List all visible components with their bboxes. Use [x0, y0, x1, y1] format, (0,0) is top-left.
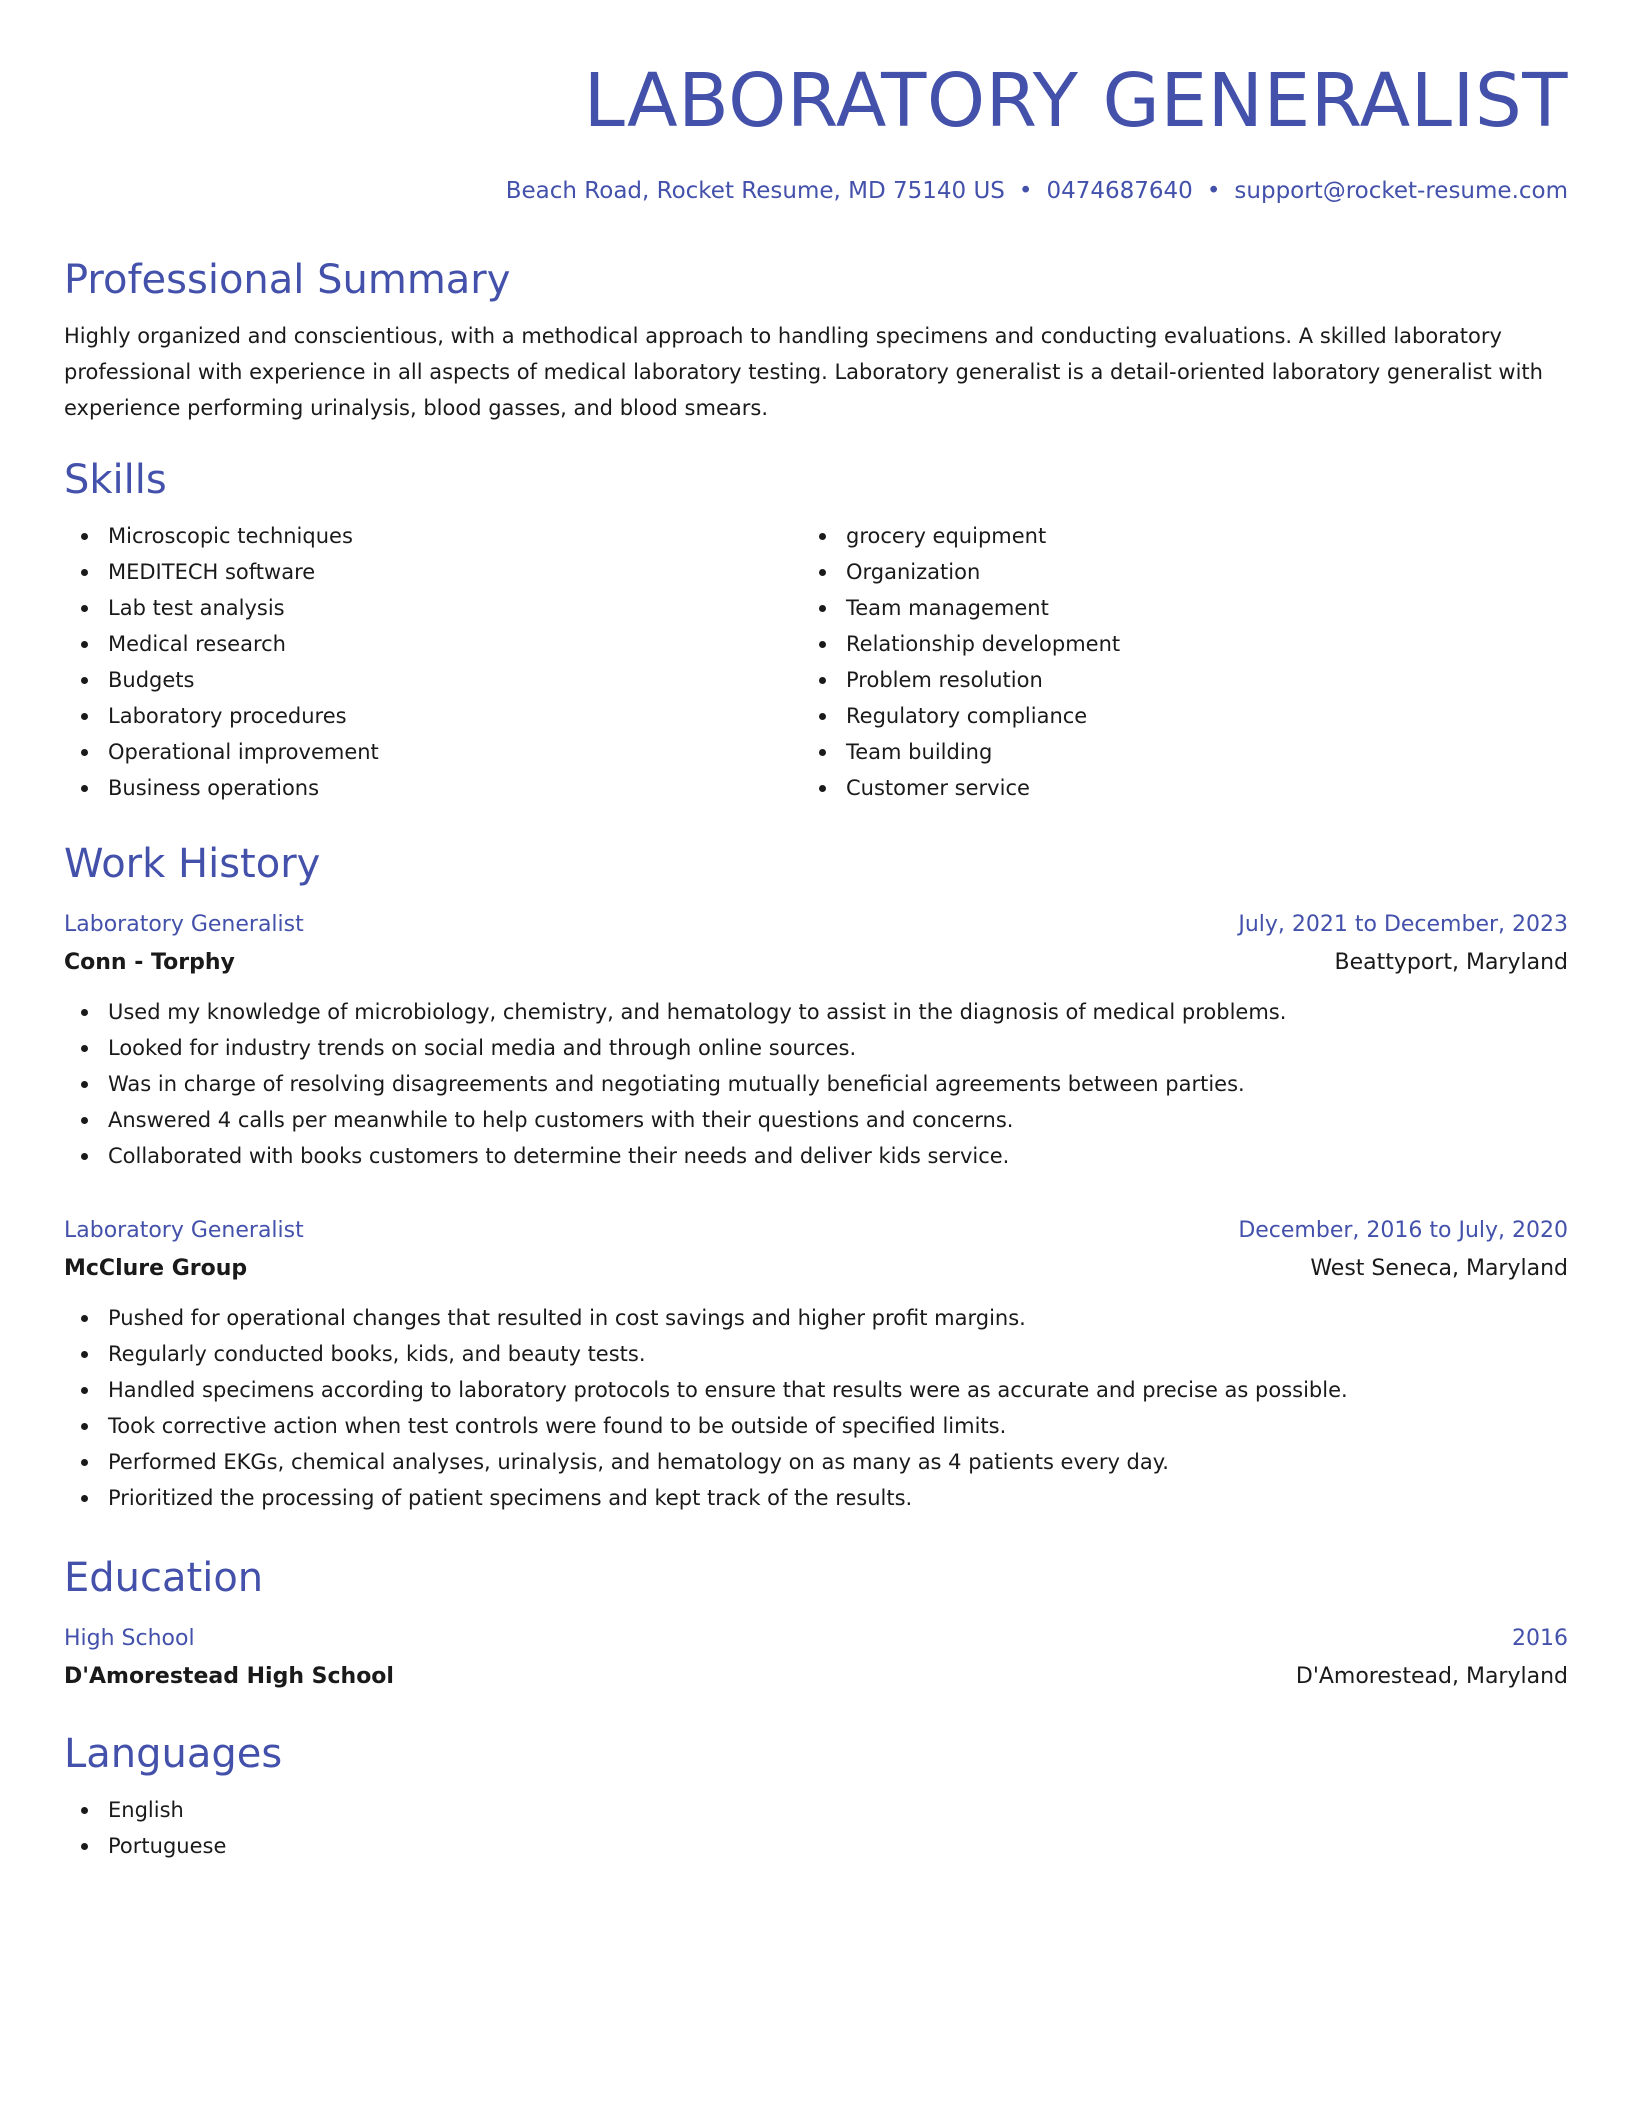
education-year: 2016 [1512, 1626, 1568, 1651]
job-bullet: Handled specimens according to laboratory protocols to ensure that results were as accurate and precise as possible. [64, 1372, 1568, 1408]
skill-item: Lab test analysis [64, 590, 802, 626]
summary-text: Highly organized and conscientious, with a methodical approach to handling specimens and conducting evaluations. A skilled laboratory professional with experience in all aspects of medical laboratory testing. Laboratory generalist is a detail-oriented laboratory generalist with experience performing urinalysis, blood gasses, and blood smears. [64, 324, 1543, 420]
skill-item: grocery equipment [802, 518, 1540, 554]
job-title: Laboratory Generalist [64, 912, 304, 937]
job-bullets [64, 1300, 1568, 1516]
summary-heading: Professional Summary [64, 257, 511, 303]
work-history-section [64, 840, 1568, 1516]
skill-item: Relationship development [802, 626, 1540, 662]
education-degree: High School [64, 1626, 195, 1651]
skill-item: Team management [802, 590, 1540, 626]
skill-item: Regulatory compliance [802, 698, 1540, 734]
job-bullet: Answered 4 calls per meanwhile to help customers with their questions and concerns. [64, 1102, 1568, 1138]
work-history-heading: Work History [64, 841, 321, 887]
job-bullet: Was in charge of resolving disagreements and negotiating mutually beneficial agreements between parties. [64, 1066, 1568, 1102]
job-subheader [64, 1250, 1568, 1288]
job-header [64, 906, 1568, 944]
language-item: Portuguese [64, 1828, 1568, 1864]
contact-address: Beach Road, Rocket Resume, MD 75140 US [505, 178, 1005, 204]
skill-item: Operational improvement [64, 734, 802, 770]
job-bullet: Prioritized the processing of patient specimens and kept track of the results. [64, 1480, 1568, 1516]
education-location: D'Amorestead, Maryland [1295, 1664, 1568, 1689]
skill-item: Customer service [802, 770, 1540, 806]
skill-item: Medical research [64, 626, 802, 662]
job-location: Beattyport, Maryland [1334, 950, 1568, 975]
skill-item: Team building [802, 734, 1540, 770]
education-school: D'Amorestead High School [64, 1664, 394, 1689]
job-dates: December, 2016 to July, 2020 [1238, 1218, 1568, 1243]
job-title: Laboratory Generalist [64, 1218, 304, 1243]
education-heading: Education [64, 1555, 264, 1601]
contact-email: support@rocket-resume.com [1234, 178, 1568, 204]
job-bullet: Took corrective action when test controls were found to be outside of specified limits. [64, 1408, 1568, 1444]
skill-item: Laboratory procedures [64, 698, 802, 734]
skill-item: Business operations [64, 770, 802, 806]
contact-line [64, 176, 1568, 206]
job-bullet: Performed EKGs, chemical analyses, urinalysis, and hematology on as many as 4 patients every day. [64, 1444, 1568, 1480]
summary-section [64, 256, 1568, 426]
languages-section [64, 1730, 1568, 1864]
job-subheader [64, 944, 1568, 982]
job-bullets [64, 994, 1568, 1174]
job-location: West Seneca, Maryland [1310, 1256, 1568, 1281]
skill-item: Organization [802, 554, 1540, 590]
job-entry [64, 1212, 1568, 1516]
job-dates: July, 2021 to December, 2023 [1238, 912, 1568, 937]
skills-section [64, 456, 1568, 806]
job-bullet: Collaborated with books customers to determine their needs and deliver kids service. [64, 1138, 1568, 1174]
languages-heading: Languages [64, 1731, 283, 1777]
skills-heading: Skills [64, 457, 167, 503]
job-header [64, 1212, 1568, 1250]
job-bullet: Looked for industry trends on social media and through online sources. [64, 1030, 1568, 1066]
skill-item: Budgets [64, 662, 802, 698]
contact-separator: • [1206, 178, 1221, 204]
job-entry [64, 906, 1568, 1174]
skill-item: MEDITECH software [64, 554, 802, 590]
job-company: Conn - Torphy [64, 950, 235, 975]
skills-list-right [802, 518, 1540, 806]
job-bullet: Used my knowledge of microbiology, chemistry, and hematology to assist in the diagnosis of medical problems. [64, 994, 1568, 1030]
education-section [64, 1554, 1568, 1696]
resume-title: LABORATORY GENERALIST [583, 58, 1568, 144]
languages-list [64, 1792, 1568, 1864]
skill-item: Problem resolution [802, 662, 1540, 698]
contact-phone: 0474687640 [1046, 178, 1193, 204]
contact-separator: • [1018, 178, 1033, 204]
job-bullet: Regularly conducted books, kids, and beauty tests. [64, 1336, 1568, 1372]
skills-grid [64, 518, 1568, 806]
skills-list-left [64, 518, 802, 806]
language-item: English [64, 1792, 1568, 1828]
education-entry [64, 1620, 1568, 1696]
skills-column-left [64, 518, 802, 806]
job-bullet: Pushed for operational changes that resulted in cost savings and higher profit margins. [64, 1300, 1568, 1336]
skills-column-right [802, 518, 1540, 806]
education-header [64, 1620, 1568, 1658]
skill-item: Microscopic techniques [64, 518, 802, 554]
job-company: McClure Group [64, 1256, 248, 1281]
education-subheader [64, 1658, 1568, 1696]
